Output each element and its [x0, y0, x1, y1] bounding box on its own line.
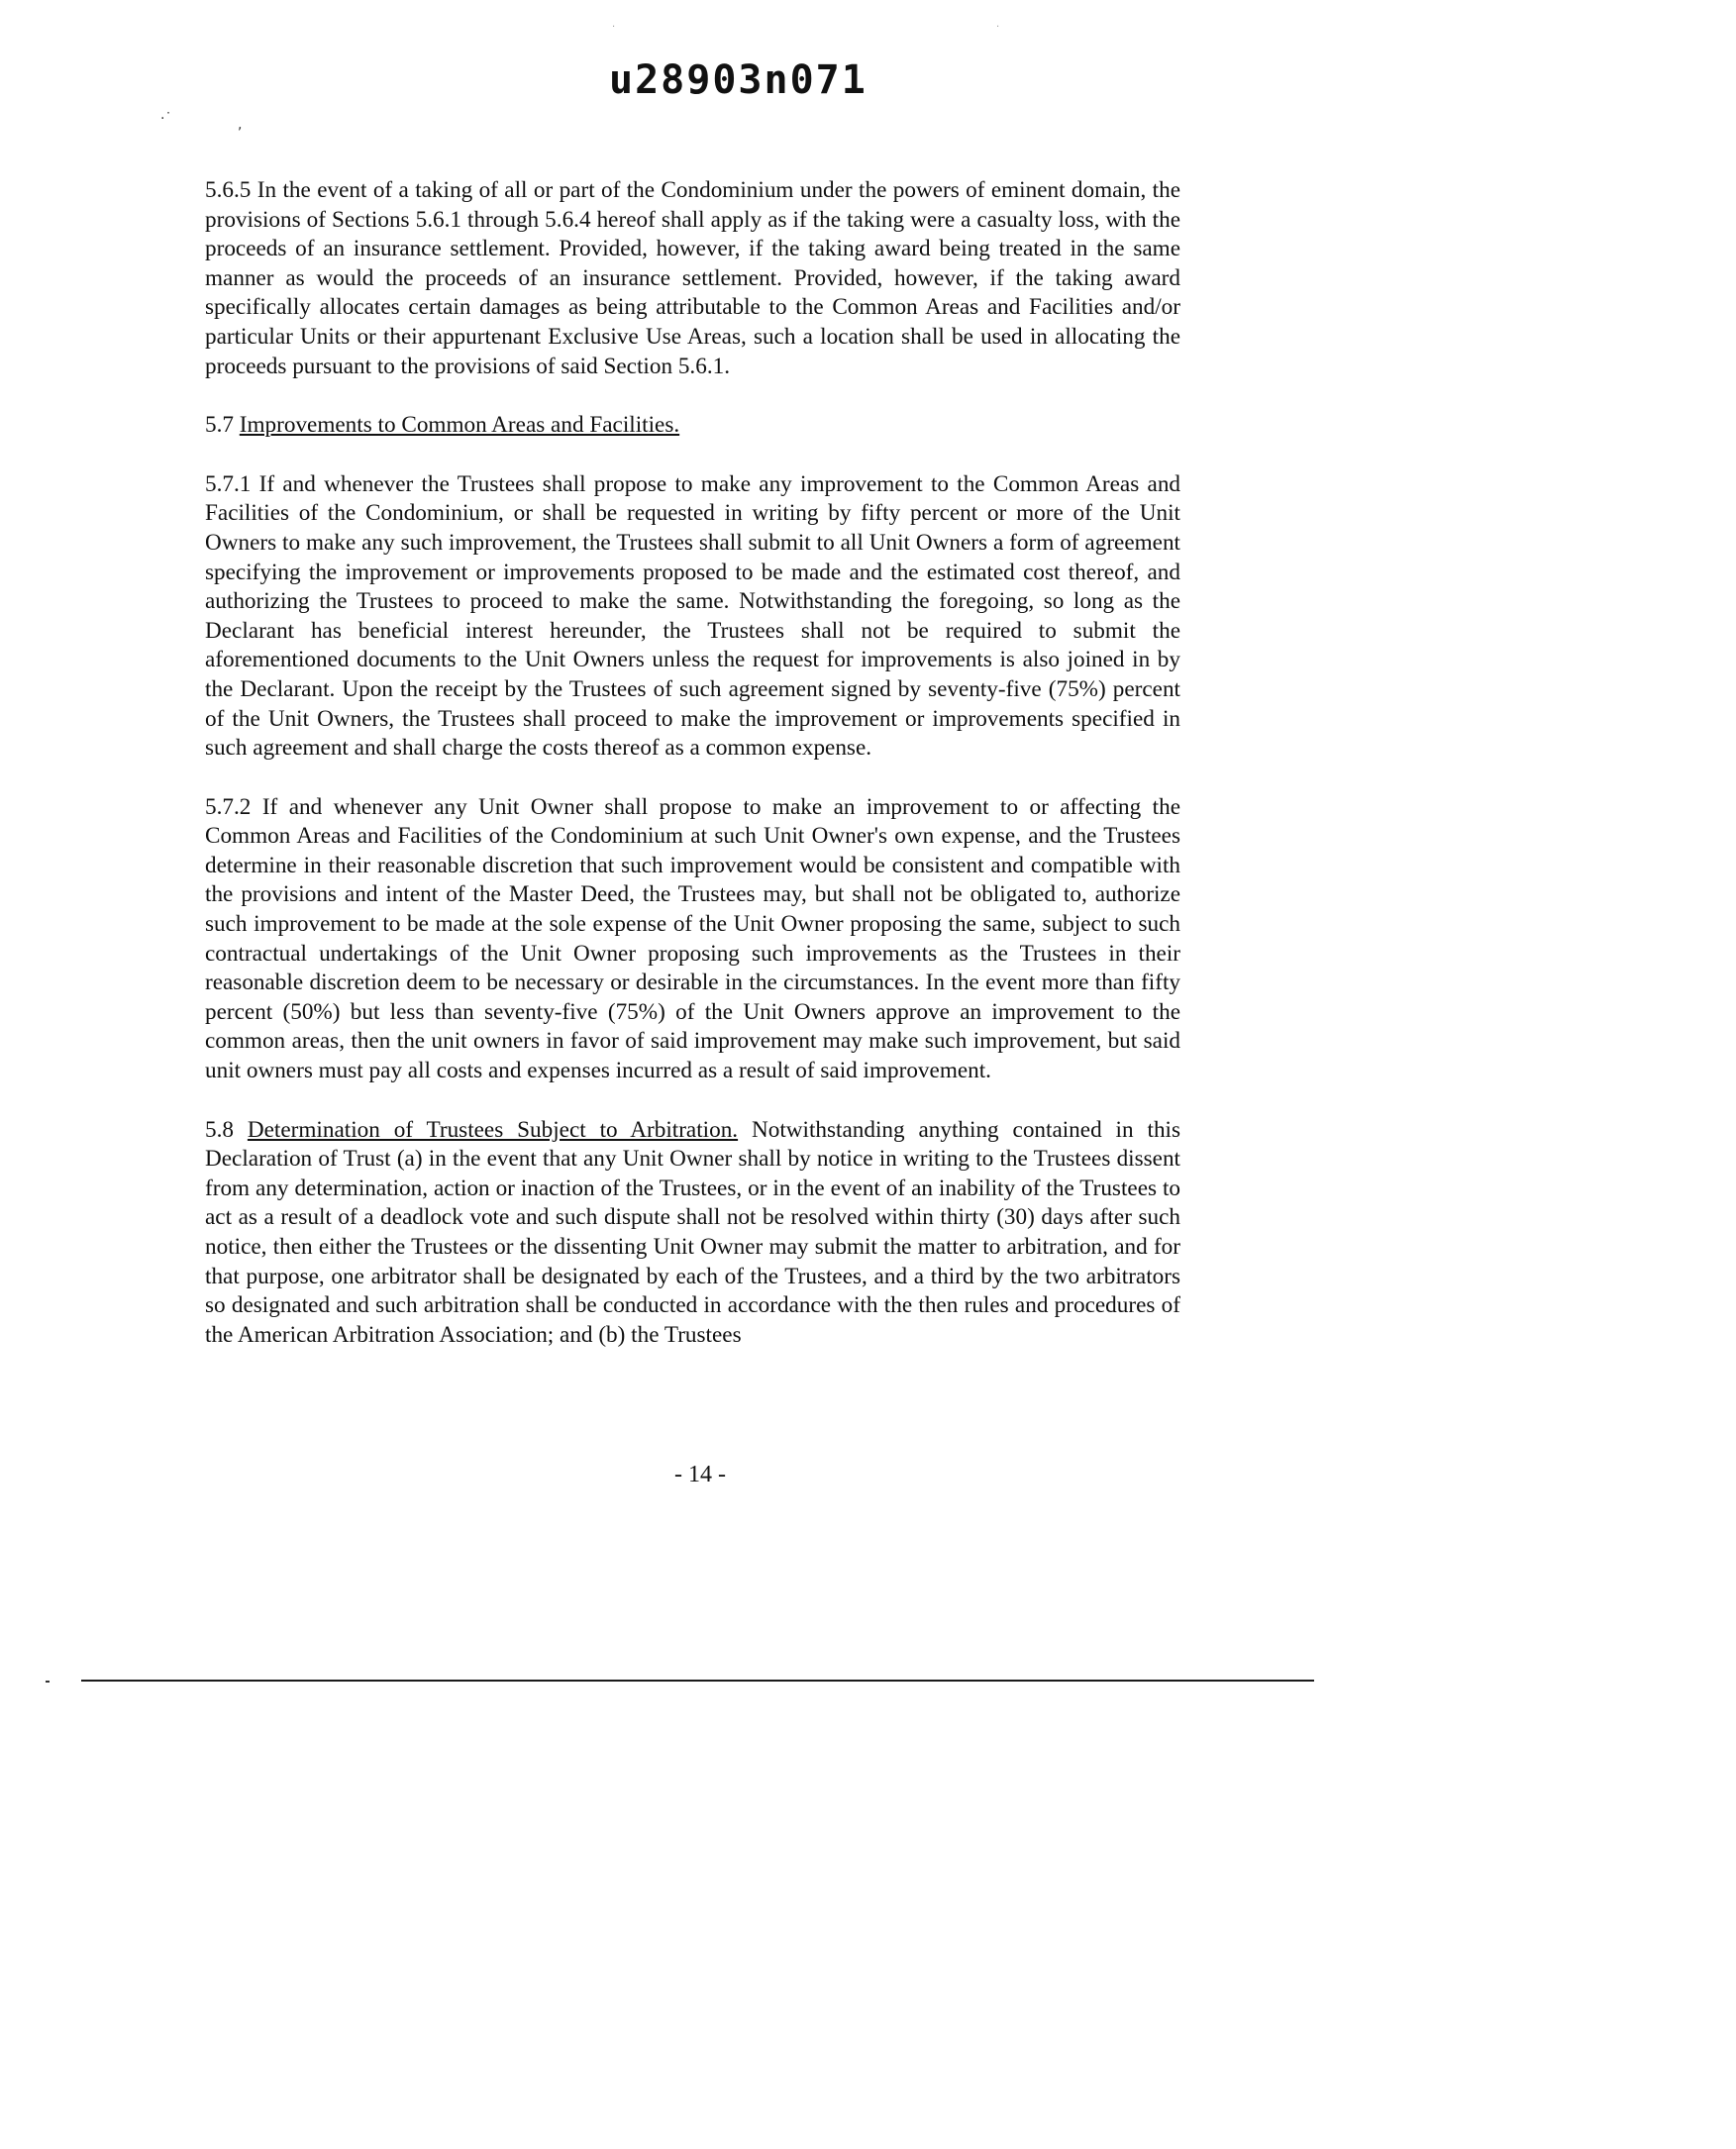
scan-speck — [46, 1681, 50, 1683]
footer-divider-line — [81, 1680, 1314, 1682]
section-5-6-5 — [205, 176, 1180, 381]
section-5-7-heading — [205, 411, 1180, 441]
section-5-7-2 — [205, 793, 1180, 1086]
section-title: Determination of Trustees Subject to Arbitration. — [247, 1116, 739, 1143]
section-text: In the event of a taking of all or part of the Condominium under the powers of eminent domain, the provisions of Sections 5.6.1 through 5.6.4 hereof shall apply as if the taking were a casualty loss, with the proceeds of an insurance settlement. Provided, however, if the taking award being treated in the same manner as would the proceeds of an insurance settlement. Provided, however, if the taking award specifically allocates certain damages as being attributable to the Common Areas and Facilities and/or particular Units or their appurtenant Exclusive Use Areas, such a location shall be used in allocating the proceeds pursuant to the provisions of said Section 5.6.1. — [205, 177, 1181, 379]
section-number: 5.7.1 — [205, 470, 252, 497]
section-5-8 — [205, 1116, 1180, 1351]
section-number: 5.6.5 — [205, 177, 252, 203]
section-number: 5.7.2 — [205, 793, 252, 820]
document-number-stamp: u28903n071 — [609, 57, 868, 103]
body-text — [205, 176, 1180, 1350]
section-text: If and whenever any Unit Owner shall propose to make an improvement to or affecting the Common Areas and Facilities of the Condominium at such Unit Owner's own expense, and the Trustees determine in their reasonable discretion that such improvement would be consistent and compatible with the provisions and intent of the Master Deed, the Trustees may, but shall not be obligated to, authorize such improvement to be made at the sole expense of the Unit Owner proposing the same, subject to such contractual undertakings of the Unit Owner proposing such improvements as the Trustees in their reasonable discretion deem to be necessary or desirable in the circumstances. In the event more than fifty percent (50%) but less than seventy-five (75%) of the Unit Owners approve an improvement to the common areas, then the unit owners in favor of said improvement may make such improvement, but said unit owners must pay all costs and expenses incurred as a result of said improvement. — [205, 793, 1180, 1084]
scan-speck: ·˙ — [160, 111, 172, 127]
section-title: Improvements to Common Areas and Facilities. — [239, 412, 680, 439]
section-text: Notwithstanding anything contained in this Declaration of Trust (a) in the event that any Unit Owner shall by notice in writing to the Trustees dissent from any determination, action or inaction of the Trustees, or in the event of an inability of the Trustees to act as a result of a deadlock vote and such dispute shall not be resolved within thirty (30) days after such notice, then either the Trustees or the dissenting Unit Owner may submit the matter to arbitration, and for that purpose, one arbitrator shall be designated by each of the Trustees, and a third by the two arbitrators so designated and such arbitration shall be conducted in accordance with the then rules and procedures of the American Arbitration Association; and (b) the Trustees — [205, 1116, 1180, 1348]
section-text: If and whenever the Trustees shall propose to make any improvement to the Common Areas and Facilities of the Condominium, or shall be requested in writing by fifty percent or more of the Unit Owners to make any such improvement, the Trustees shall submit to all Unit Owners a form of agreement specifying the improvement or improvements proposed to be made and the estimated cost thereof, and authorizing the Trustees to proceed to make the same. Notwithstanding the foregoing, so long as the Declarant has beneficial interest hereunder, the Trustees shall not be required to submit the aforementioned documents to the Unit Owners unless the request for improvements is also joined in by the Declarant. Upon the receipt by the Trustees of such agreement signed by seventy-five (75%) percent of the Unit Owners, the Trustees shall proceed to make the improvement or improvements specified in such agreement and shall charge the costs thereof as a common expense. — [205, 470, 1181, 762]
section-number: 5.8 — [205, 1116, 234, 1143]
section-number: 5.7 — [205, 412, 234, 439]
scan-speck: · — [996, 22, 1000, 33]
scan-speck: · — [612, 22, 616, 33]
page-number: - 14 - — [674, 1462, 726, 1487]
scan-speck: , — [238, 117, 243, 133]
section-5-7-1 — [205, 470, 1180, 764]
